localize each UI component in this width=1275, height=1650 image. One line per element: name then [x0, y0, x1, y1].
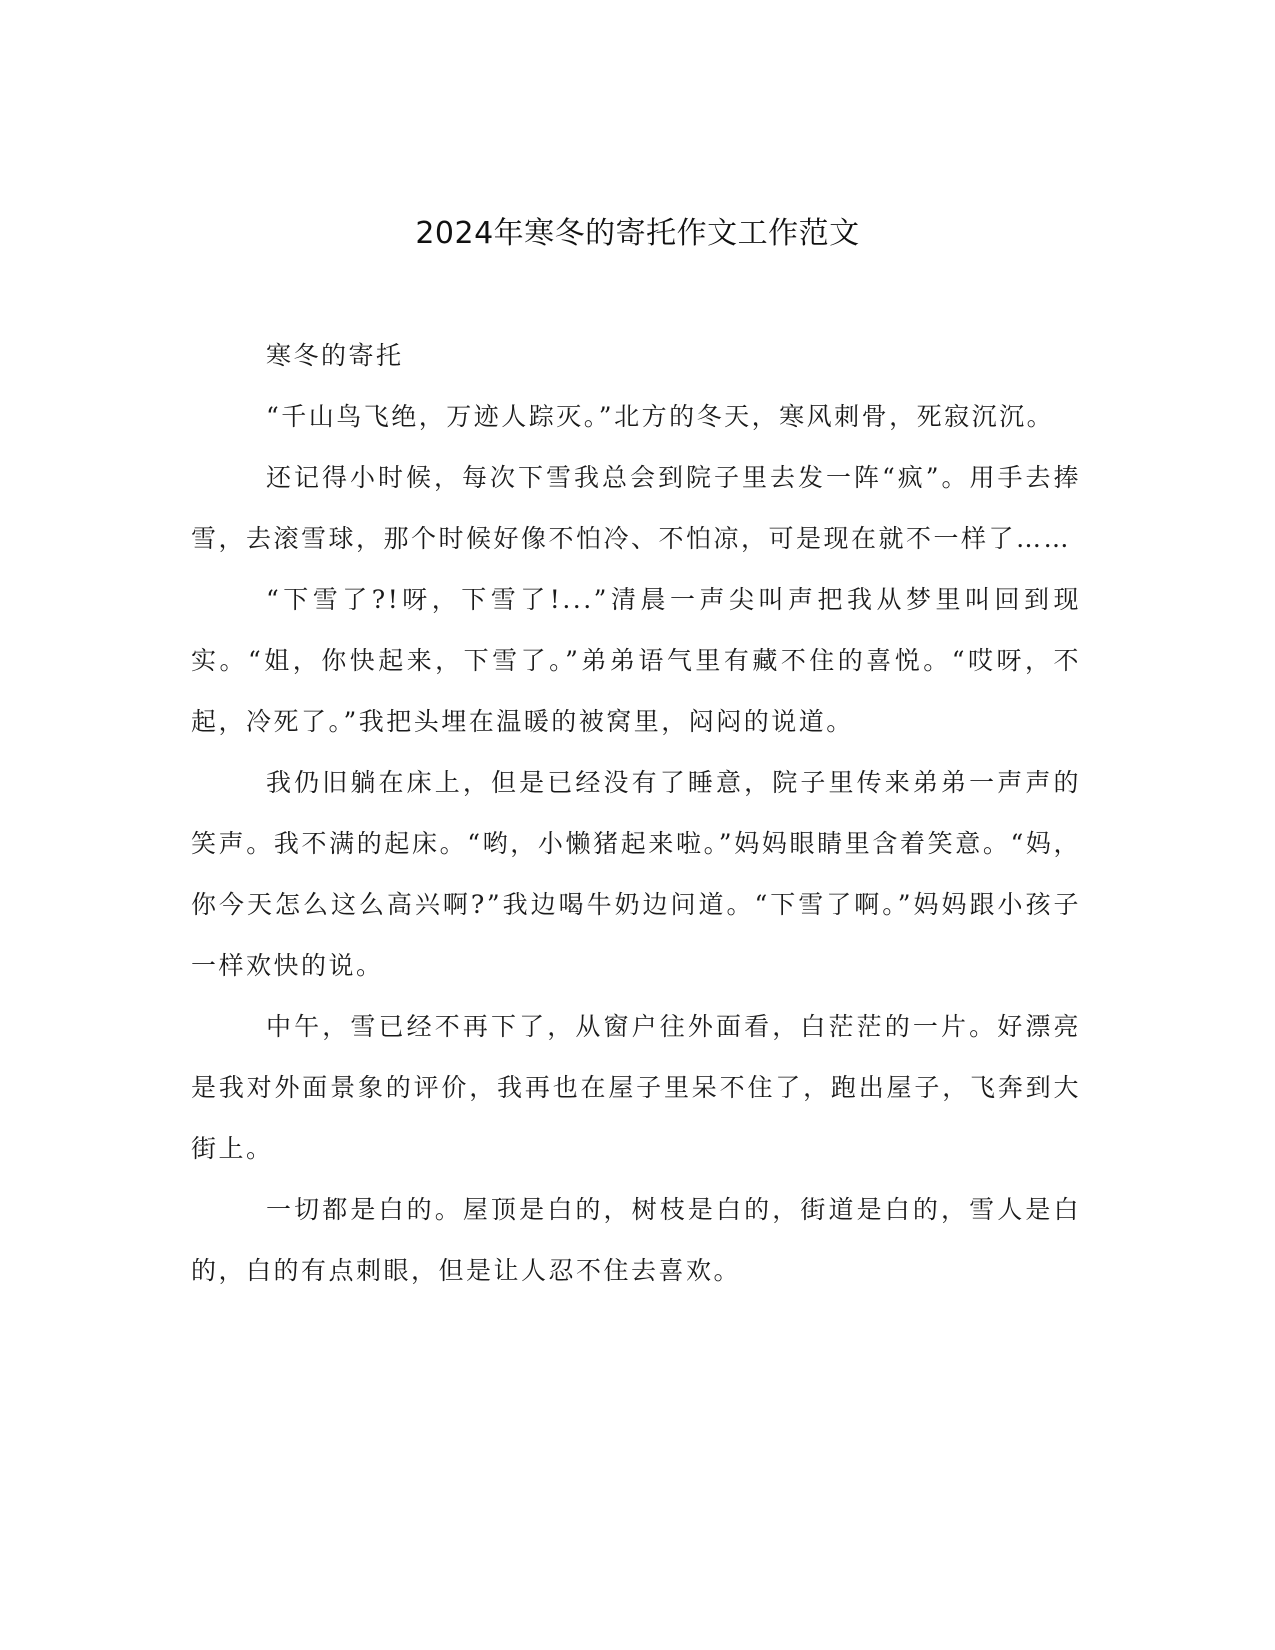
document-body — [191, 325, 1081, 1301]
paragraph: 一切都是白的。屋顶是白的，树枝是白的，街道是白的，雪人是白的，白的有点刺眼，但是让人忍不住去喜欢。 — [191, 1195, 1081, 1285]
paragraph: 还记得小时候，每次下雪我总会到院子里去发一阵“疯”。用手去捧雪，去滚雪球，那个时候好像不怕冷、不怕凉，可是现在就不一样了…… — [191, 463, 1081, 553]
paragraph-subtitle: 寒冬的寄托 — [266, 341, 404, 370]
paragraph: “千山鸟飞绝，万迹人踪灭。”北方的冬天，寒风刺骨，死寂沉沉。 — [266, 402, 1055, 431]
paragraph: 中午，雪已经不再下了，从窗户往外面看，白茫茫的一片。好漂亮是我对外面景象的评价，我再也在屋子里呆不住了，跑出屋子，飞奔到大街上。 — [191, 1012, 1081, 1163]
paragraph: 我仍旧躺在床上，但是已经没有了睡意，院子里传来弟弟一声声的笑声。我不满的起床。“哟，小懒猪起来啦。”妈妈眼睛里含着笑意。“妈，你今天怎么这么高兴啊?”我边喝牛奶边问道。“下雪了啊。”妈妈跟小孩子一样欢快的说。 — [191, 768, 1081, 980]
paragraph: “下雪了?!呀，下雪了!...”清晨一声尖叫声把我从梦里叫回到现实。“姐，你快起来，下雪了。”弟弟语气里有藏不住的喜悦。“哎呀，不起，冷死了。”我把头埋在温暖的被窝里，闷闷的说道。 — [191, 585, 1081, 736]
document-title: 2024年寒冬的寄托作文工作范文 — [415, 216, 860, 251]
